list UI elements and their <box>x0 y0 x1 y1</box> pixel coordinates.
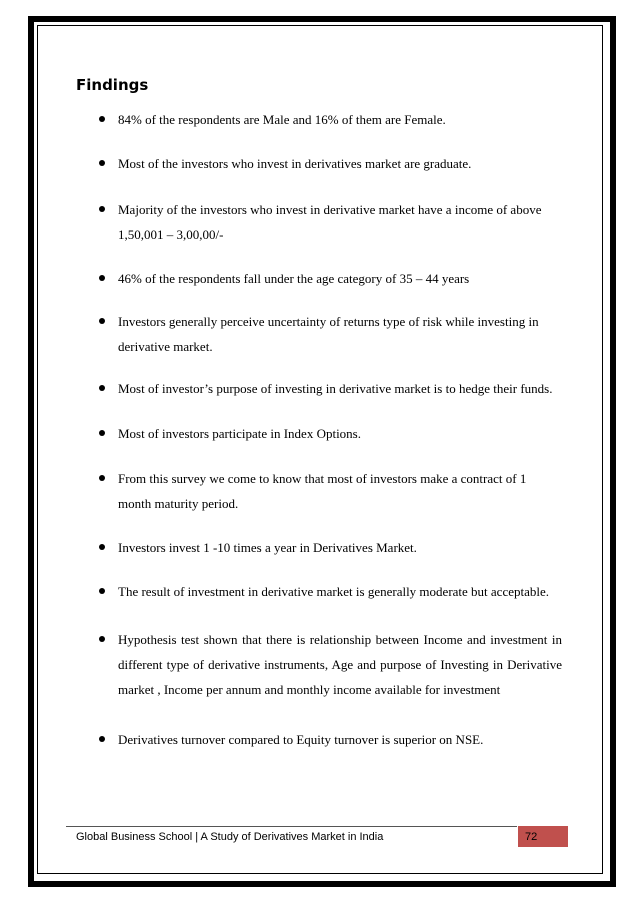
findings-item-9 <box>118 535 562 560</box>
findings-item-text: Derivatives turnover compared to Equity turnover is superior on NSE. <box>118 732 484 747</box>
findings-item-text: Investors invest 1 -10 times a year in Derivatives Market. <box>118 540 417 555</box>
findings-item-3 <box>118 197 562 247</box>
findings-item-text: Most of investors participate in Index Options. <box>118 426 361 441</box>
findings-item-text: Investors generally perceive uncertainty of returns type of risk while investing in derivative market. <box>118 314 539 354</box>
findings-item-6 <box>118 376 562 401</box>
findings-item-text: Hypothesis test shown that there is relationship between Income and investment in different type of derivative instruments, Age and purpose of Investing in Derivative market , Income per annum and monthly income available for investment <box>118 632 562 697</box>
findings-item-4 <box>118 266 562 291</box>
findings-item-text: 84% of the respondents are Male and 16% of them are Female. <box>118 112 446 127</box>
page-number: 72 <box>525 831 538 843</box>
findings-item-text: From this survey we come to know that most of investors make a contract of 1 month maturity period. <box>118 471 527 511</box>
findings-item-5 <box>118 309 562 359</box>
findings-item-text: Majority of the investors who invest in derivative market have a income of above 1,50,001 – 3,00,00/- <box>118 202 542 242</box>
findings-item-text: The result of investment in derivative market is generally moderate but acceptable. <box>118 584 549 599</box>
findings-item-8 <box>118 466 562 516</box>
findings-item-text: Most of investor’s purpose of investing in derivative market is to hedge their funds. <box>118 381 553 396</box>
page-number-box <box>517 826 568 847</box>
section-heading: Findings <box>76 76 149 94</box>
findings-item-12 <box>118 727 562 752</box>
findings-item-text: Most of the investors who invest in derivatives market are graduate. <box>118 156 472 171</box>
footer-divider <box>66 826 568 827</box>
footer-title: Global Business School | A Study of Derivatives Market in India <box>76 831 384 843</box>
findings-item-10 <box>118 579 562 604</box>
findings-item-1 <box>118 107 562 132</box>
findings-item-text: 46% of the respondents fall under the age category of 35 – 44 years <box>118 271 470 286</box>
findings-item-7 <box>118 421 562 446</box>
findings-item-2 <box>118 151 562 176</box>
findings-item-11 <box>118 627 562 702</box>
